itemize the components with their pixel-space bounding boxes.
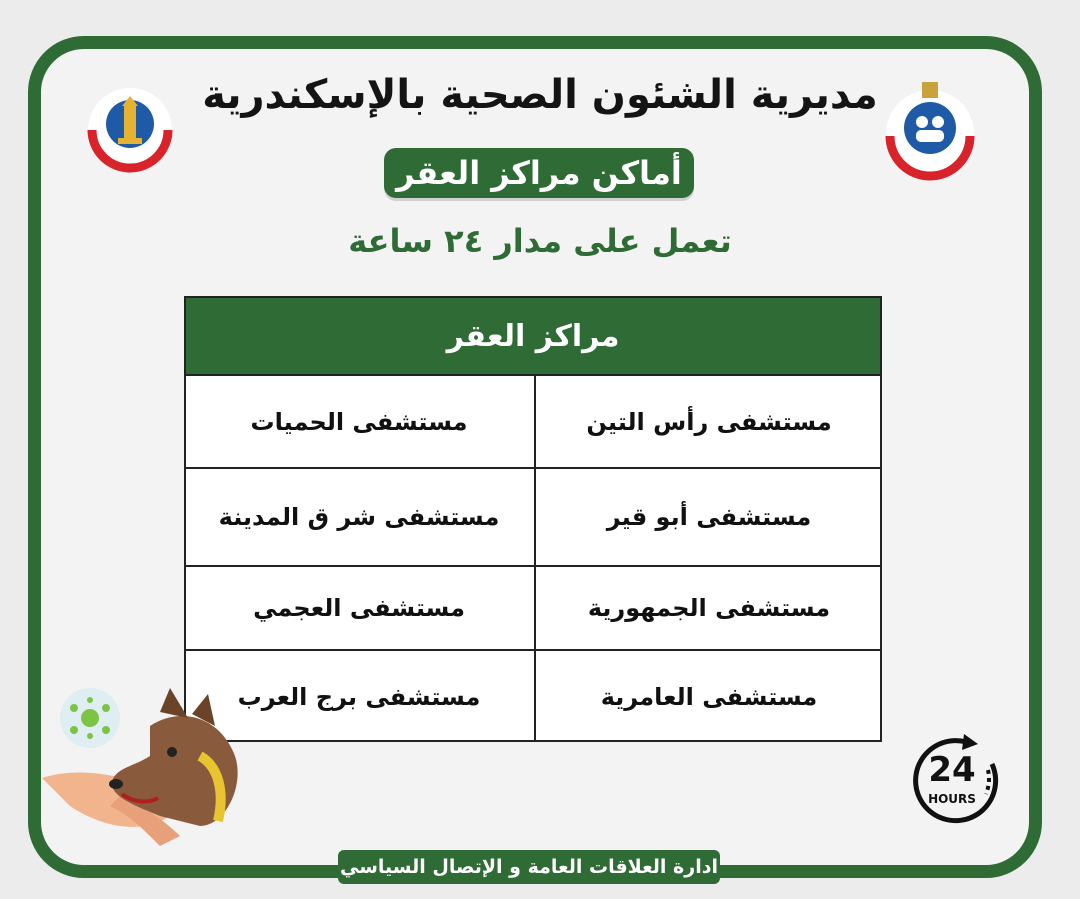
table-cell: مستشفى شر ق المدينة: [218, 503, 500, 531]
ministry-of-health-logo-icon: [880, 76, 980, 184]
hours-label: HOURS: [928, 792, 976, 806]
dog-bite-illustration-icon: [40, 686, 250, 856]
table-heading-label: مراكز العقر: [446, 318, 620, 354]
hours-number: 24: [928, 750, 976, 790]
24-hours-badge: [906, 734, 1002, 826]
table-cell: مستشفى العجمي: [253, 594, 465, 622]
table-cell: مستشفى رأس التين: [586, 407, 832, 436]
footer-banner: [338, 850, 720, 884]
section-badge: [384, 148, 694, 198]
table-cell: مستشفى الحميات: [250, 407, 468, 436]
page-title: مديرية الشئون الصحية بالإسكندرية: [202, 72, 878, 118]
section-badge-label: أماكن مراكز العقر: [396, 154, 682, 192]
table-heading: [186, 298, 880, 376]
hours-subtitle: تعمل على مدار ٢٤ ساعة: [348, 222, 732, 260]
footer-text: ادارة العلاقات العامة و الإتصال السياسي: [340, 856, 718, 878]
table-cell: مستشفى الجمهورية: [587, 594, 831, 622]
table-cell: مستشفى برج العرب: [237, 682, 481, 711]
bite-centers-table: [184, 296, 882, 742]
table-body: [186, 376, 880, 742]
table-cell: مستشفى العامرية: [600, 682, 818, 711]
table-cell: مستشفى أبو قير: [606, 503, 812, 531]
alexandria-health-logo-icon: [78, 84, 182, 176]
